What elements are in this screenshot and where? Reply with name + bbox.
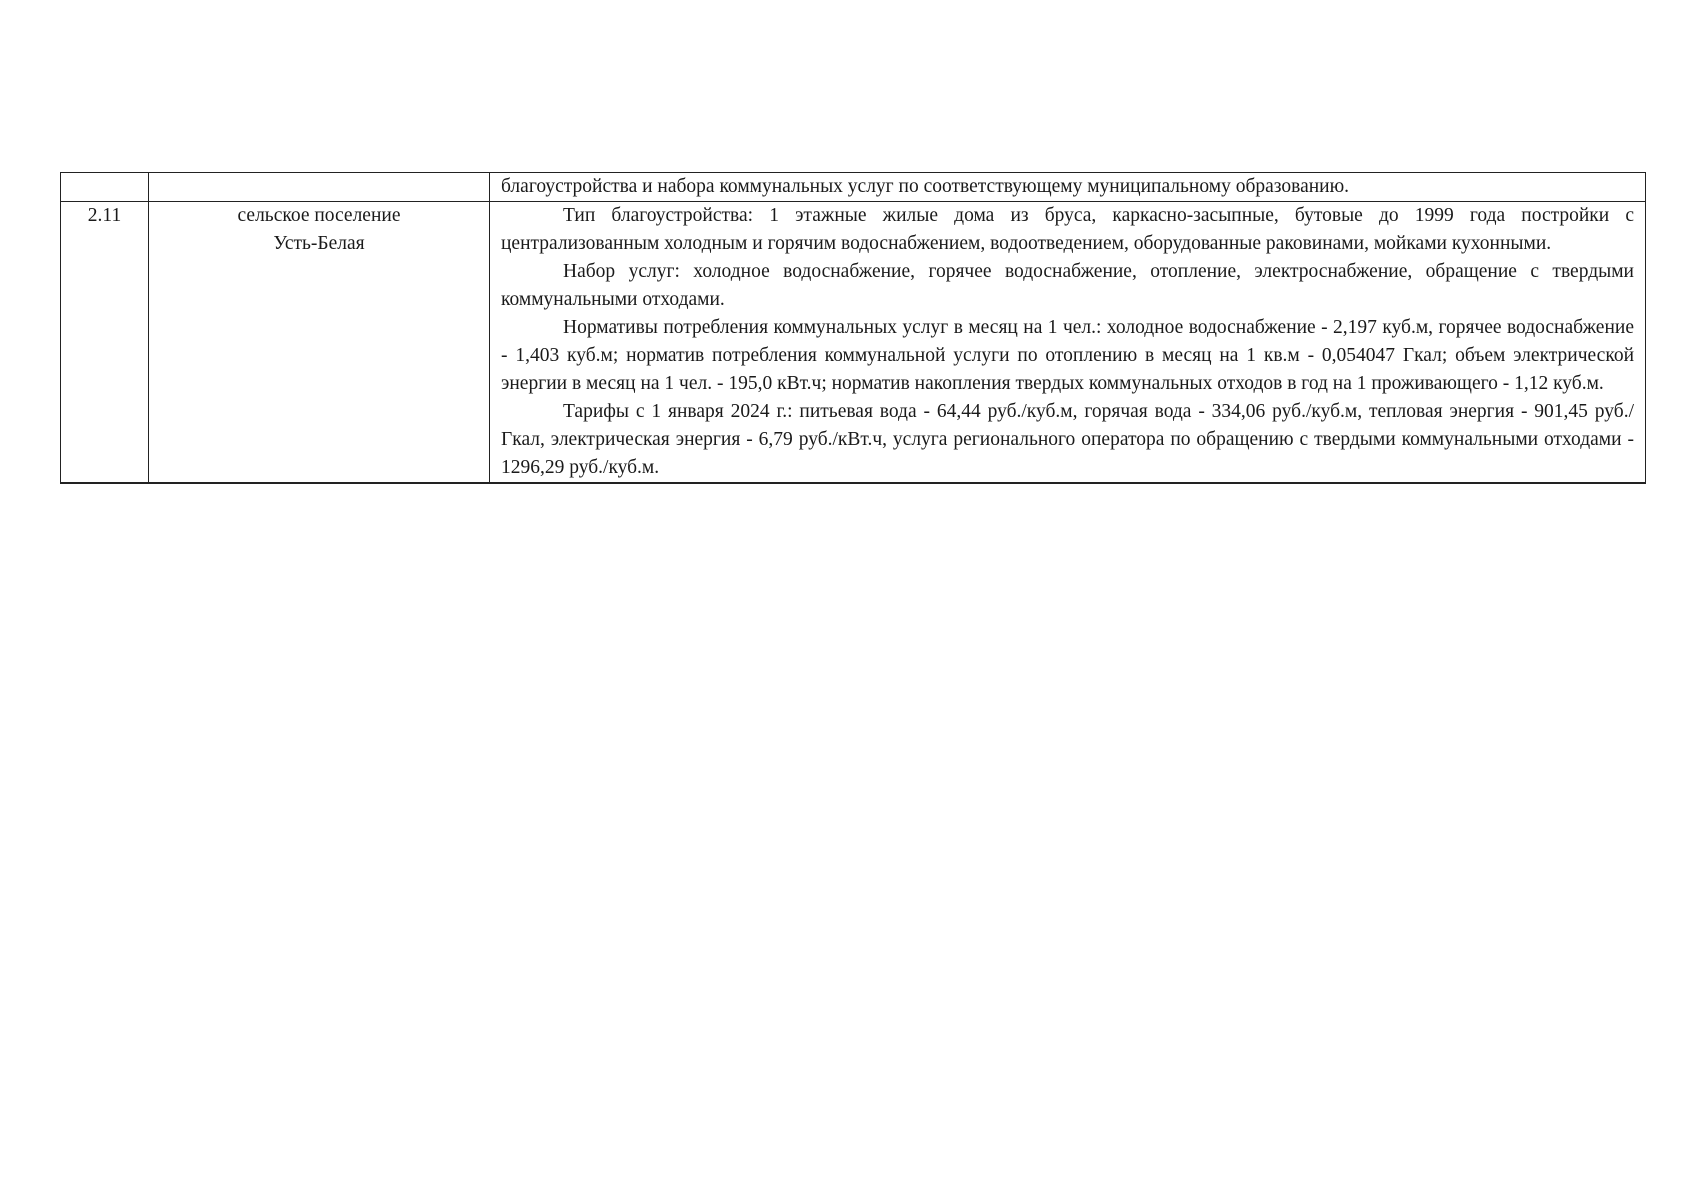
paragraph: Тарифы с 1 января 2024 г.: питьевая вода - 64,44 руб./куб.м, горячая вода - 334,06 руб./куб.м, тепловая энергия - 901,45 руб./Гкал, электрическая энергия - 6,79 руб./кВт.ч, услуга регионального оператора по обращению с твердыми коммунальными отходами - 1296,29 руб./куб.м. <box>501 401 1634 478</box>
row-number: 2.11 <box>61 202 149 483</box>
row-description <box>490 483 1646 484</box>
row-number <box>61 483 149 484</box>
data-table <box>60 172 1646 484</box>
table-row <box>61 483 1646 484</box>
row-settlement-name <box>149 202 490 483</box>
paragraph: Тип благоустройства: 1 этажные жилые дома из бруса, каркасно-засыпные, бутовые до 1999 года постройки с централизованным холодным и горячим водоснабжением, водоотведением, оборудованные раковинами, мойками кухонными. <box>501 205 1634 254</box>
settlement-type: сельское поселение <box>237 205 401 226</box>
row-description <box>490 202 1646 483</box>
paragraph: Нормативы потребления коммунальных услуг в месяц на 1 чел.: холодное водоснабжение - 2,197 куб.м, горячее водоснабжение - 1,403 куб.м; норматив потребления коммунальной услуги по отоплению в месяц на 1 кв.м - 0,054047 Гкал; объем электрической энергии в месяц на 1 чел. - 195,0 кВт.ч; норматив накопления твердых коммунальных отходов в год на 1 проживающего - 1,12 куб.м. <box>501 317 1634 394</box>
row-text-cell <box>490 173 1646 202</box>
paragraph: благоустройства и набора коммунальных услуг по соответствующему муниципальному образованию. <box>501 176 1350 197</box>
row-settlement-name <box>149 483 490 484</box>
paragraph: Набор услуг: холодное водоснабжение, горячее водоснабжение, отопление, электроснабжение, обращение с твердыми коммунальными отходами. <box>501 261 1634 310</box>
settlement-name: Усть-Белая <box>273 233 365 254</box>
row-name-cell <box>149 173 490 202</box>
table-row <box>61 202 1646 483</box>
row-number-cell <box>61 173 149 202</box>
table-row-continuation <box>61 173 1646 202</box>
